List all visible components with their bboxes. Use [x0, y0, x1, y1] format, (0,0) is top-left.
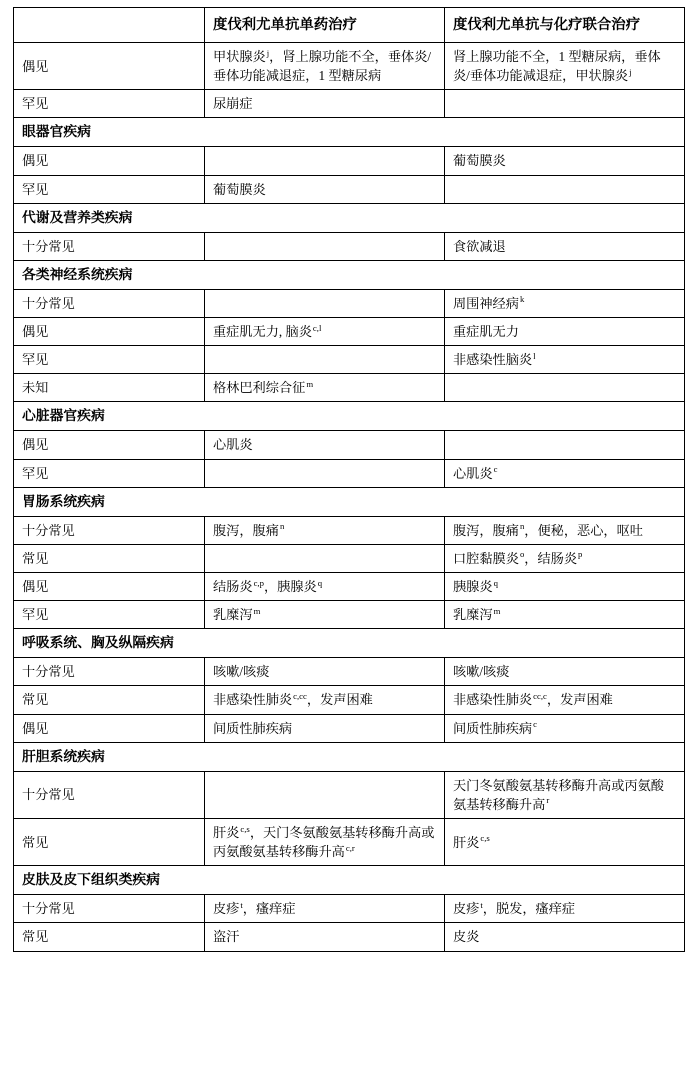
- frequency-cell: 十分常见: [14, 516, 205, 544]
- footnote-marker: cc,c: [533, 691, 547, 701]
- frequency-cell: 十分常见: [14, 771, 205, 818]
- combination-cell: 心肌炎$^c$: [445, 459, 685, 487]
- monotherapy-cell: 尿崩症: [205, 90, 445, 118]
- monotherapy-cell: [205, 771, 445, 818]
- footnote-marker: c,s: [480, 833, 490, 844]
- frequency-cell: 十分常见: [14, 289, 205, 317]
- monotherapy-cell: 心肌炎: [205, 431, 445, 459]
- section-title: 皮肤及皮下组织类疾病: [14, 866, 685, 895]
- frequency-cell: 罕见: [14, 90, 205, 118]
- footnote-marker: m: [306, 378, 314, 389]
- section-header-row: [14, 742, 685, 771]
- footnote-marker: c,p: [253, 577, 264, 588]
- combination-cell: 腹泻，腹痛$^n$，便秘，恶心，呕吐: [445, 516, 685, 544]
- footnote-marker: c,s: [240, 823, 250, 834]
- table-row: [14, 459, 685, 487]
- table-row: [14, 175, 685, 203]
- section-header-row: [14, 866, 685, 895]
- combination-cell: 间质性肺疾病$^c$: [445, 714, 685, 742]
- table-row: [14, 544, 685, 572]
- table-row: [14, 90, 685, 118]
- combination-cell: 口腔黏膜炎$^o$，结肠炎$^p$: [445, 544, 685, 572]
- table-row: [14, 374, 685, 402]
- column-header-combination: 度伐利尤单抗与化疗联合治疗: [445, 8, 685, 43]
- monotherapy-cell: 格林巴利综合征$^m$: [205, 374, 445, 402]
- table-row: [14, 818, 685, 865]
- frequency-cell: 偶见: [14, 714, 205, 742]
- monotherapy-cell: [205, 147, 445, 175]
- table-row: [14, 232, 685, 260]
- frequency-cell: 常见: [14, 686, 205, 714]
- combination-cell: 食欲减退: [445, 232, 685, 260]
- monotherapy-cell: 盗汗: [205, 923, 445, 951]
- monotherapy-cell: 腹泻，腹痛$^n$: [205, 516, 445, 544]
- table-row: [14, 43, 685, 90]
- section-title: 各类神经系统疾病: [14, 260, 685, 289]
- frequency-cell: 罕见: [14, 175, 205, 203]
- frequency-cell: 偶见: [14, 431, 205, 459]
- combination-cell: 肝炎$^{c,s}$: [445, 818, 685, 865]
- frequency-cell: 十分常见: [14, 232, 205, 260]
- section-title: 代谢及营养类疾病: [14, 203, 685, 232]
- table-row: [14, 516, 685, 544]
- section-header-row: [14, 629, 685, 658]
- footnote-marker: q: [317, 577, 323, 588]
- combination-cell: 皮疹$^t$，脱发，瘙痒症: [445, 895, 685, 923]
- frequency-cell: 罕见: [14, 346, 205, 374]
- monotherapy-cell: 肝炎$^{c,s}$，天门冬氨酸氨基转移酶升高或丙氨酸氨基转移酶升高$^{c,r}$: [205, 818, 445, 865]
- combination-cell: 周围神经病$^k$: [445, 289, 685, 317]
- footnote-marker: n: [519, 521, 525, 532]
- combination-cell: 葡萄膜炎: [445, 147, 685, 175]
- frequency-cell: 常见: [14, 818, 205, 865]
- combination-cell: 重症肌无力: [445, 317, 685, 345]
- monotherapy-cell: [205, 459, 445, 487]
- section-title: 肝胆系统疾病: [14, 742, 685, 771]
- table-row: [14, 714, 685, 742]
- frequency-cell: 十分常见: [14, 658, 205, 686]
- footnote-marker: m: [253, 605, 261, 616]
- footnote-marker: r: [546, 795, 550, 806]
- section-title: 胃肠系统疾病: [14, 487, 685, 516]
- combination-cell: [445, 431, 685, 459]
- footnote-marker: m: [493, 605, 501, 616]
- footnote-marker: j: [266, 47, 270, 58]
- frequency-cell: 未知: [14, 374, 205, 402]
- section-header-row: [14, 402, 685, 431]
- footnote-marker: t: [240, 899, 243, 910]
- frequency-cell: 常见: [14, 544, 205, 572]
- section-header-row: [14, 487, 685, 516]
- footnote-marker: o: [519, 549, 525, 560]
- table-row: [14, 895, 685, 923]
- frequency-cell: 偶见: [14, 147, 205, 175]
- footnote-marker: t: [480, 899, 483, 910]
- monotherapy-cell: [205, 346, 445, 374]
- monotherapy-cell: 重症肌无力, 脑炎$^{c,l}$: [205, 317, 445, 345]
- frequency-cell: 十分常见: [14, 895, 205, 923]
- combination-cell: 天门冬氨酸氨基转移酶升高或丙氨酸氨基转移酶升高$^r$: [445, 771, 685, 818]
- combination-cell: 肾上腺功能不全，1 型糖尿病，垂体炎/垂体功能减退症，甲状腺炎$^j$: [445, 43, 685, 90]
- frequency-cell: 偶见: [14, 43, 205, 90]
- section-header-row: [14, 260, 685, 289]
- footnote-marker: c,cc: [293, 691, 307, 701]
- section-title: 眼器官疾病: [14, 118, 685, 147]
- frequency-cell: 罕见: [14, 601, 205, 629]
- frequency-cell: 常见: [14, 923, 205, 951]
- monotherapy-cell: 间质性肺疾病: [205, 714, 445, 742]
- table-row: [14, 317, 685, 345]
- combination-cell: 皮炎: [445, 923, 685, 951]
- monotherapy-cell: 甲状腺炎$^j$，肾上腺功能不全，垂体炎/垂体功能减退症，1 型糖尿病: [205, 43, 445, 90]
- table-row: [14, 658, 685, 686]
- table-row: [14, 572, 685, 600]
- footnote-marker: k: [519, 294, 525, 305]
- footnote-marker: c,r: [345, 842, 355, 853]
- footnote-marker: p: [578, 549, 583, 560]
- frequency-cell: 罕见: [14, 459, 205, 487]
- footnote-marker: q: [493, 577, 498, 588]
- table-row: [14, 771, 685, 818]
- section-header-row: [14, 118, 685, 147]
- monotherapy-cell: 葡萄膜炎: [205, 175, 445, 203]
- combination-cell: [445, 90, 685, 118]
- combination-cell: 非感染性肺炎$^{cc,c}$，发声困难: [445, 686, 685, 714]
- combination-cell: [445, 374, 685, 402]
- footnote-marker: c: [493, 464, 498, 475]
- table-row: [14, 147, 685, 175]
- table-row: [14, 601, 685, 629]
- combination-cell: 咳嗽/咳痰: [445, 658, 685, 686]
- combination-cell: 乳糜泻$^m$: [445, 601, 685, 629]
- table-row: [14, 686, 685, 714]
- footnote-marker: c,l: [312, 322, 322, 333]
- section-title: 呼吸系统、胸及纵隔疾病: [14, 629, 685, 658]
- footnote-marker: c: [533, 719, 537, 730]
- combination-cell: [445, 175, 685, 203]
- adverse-events-table: [13, 7, 685, 952]
- table-row: [14, 923, 685, 951]
- monotherapy-cell: [205, 544, 445, 572]
- footnote-marker: j: [629, 66, 632, 77]
- combination-cell: 胰腺炎$^q$: [445, 572, 685, 600]
- table-body: [14, 8, 685, 952]
- column-header-monotherapy: 度伐利尤单抗单药治疗: [205, 8, 445, 43]
- monotherapy-cell: 皮疹$^t$，瘙痒症: [205, 895, 445, 923]
- footnote-marker: l: [533, 350, 536, 361]
- table-row: [14, 289, 685, 317]
- monotherapy-cell: 非感染性肺炎$^{c,cc}$，发声困难: [205, 686, 445, 714]
- table-header-row: [14, 8, 685, 43]
- table-row: [14, 346, 685, 374]
- monotherapy-cell: 结肠炎$^{c,p}$，胰腺炎$^q$: [205, 572, 445, 600]
- section-header-row: [14, 203, 685, 232]
- table-row: [14, 431, 685, 459]
- monotherapy-cell: 咳嗽/咳痰: [205, 658, 445, 686]
- footnote-marker: n: [279, 521, 285, 532]
- frequency-cell: 偶见: [14, 572, 205, 600]
- monotherapy-cell: [205, 232, 445, 260]
- monotherapy-cell: [205, 289, 445, 317]
- frequency-cell: 偶见: [14, 317, 205, 345]
- column-header-frequency: [14, 8, 205, 43]
- combination-cell: 非感染性脑炎$^l$: [445, 346, 685, 374]
- section-title: 心脏器官疾病: [14, 402, 685, 431]
- monotherapy-cell: 乳糜泻$^m$: [205, 601, 445, 629]
